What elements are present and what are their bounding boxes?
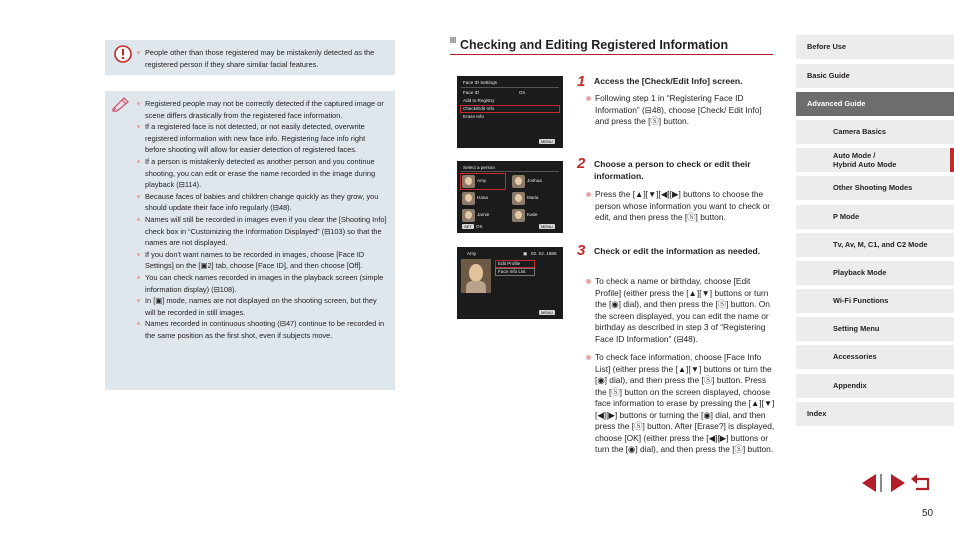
step-number: 1 xyxy=(577,73,586,90)
face-photo xyxy=(462,175,475,188)
step-number: 3 xyxy=(577,242,586,259)
step-body xyxy=(585,276,775,456)
step-title: Check or edit the information as needed. xyxy=(594,246,761,256)
sidebar-item-before-use[interactable]: Before Use xyxy=(796,35,954,59)
screen-title: Select a person xyxy=(463,165,495,170)
page-title: Checking and Editing Registered Information xyxy=(460,38,729,52)
sidebar-item-tv-av-m-modes[interactable]: Tv, Av, M, C1, and C2 Mode xyxy=(796,233,954,257)
sidebar-item-setting-menu[interactable]: Setting Menu xyxy=(796,317,954,341)
sidebar-item-camera-basics[interactable]: Camera Basics xyxy=(796,120,954,144)
memo-item: Names will still be recorded in images even if you clear the [Shooting Info] check box in “Customizing the Information Displayed” (⊟103) so that the names are not displayed. xyxy=(137,214,387,249)
warning-icon xyxy=(114,45,132,68)
face-photo xyxy=(512,192,525,205)
memo-note xyxy=(105,91,395,390)
step-body xyxy=(585,189,775,224)
menu-row-erase: Erase Info xyxy=(463,114,484,119)
menu-row-check-edit: Check/Edit Info xyxy=(463,106,495,111)
face-photo xyxy=(512,209,525,222)
step-body xyxy=(585,93,775,128)
person-name: Maria xyxy=(527,195,539,200)
sidebar-item-other-shooting-modes[interactable]: Other Shooting Modes xyxy=(796,176,954,200)
sidebar-item-accessories[interactable]: Accessories xyxy=(796,345,954,369)
warning-note xyxy=(105,40,395,75)
heading-marker xyxy=(450,37,456,43)
memo-item: If you don't want names to be recorded in images, choose [Face ID Settings] on the [▣2] tab, choose [Face ID], and then choose [Off]. xyxy=(137,249,387,272)
person-name: Amy xyxy=(477,178,487,183)
current-section-marker xyxy=(950,148,954,172)
step-title: Choose a person to check or edit their information. xyxy=(594,159,751,182)
sidebar-item-appendix[interactable]: Appendix xyxy=(796,374,954,398)
sidebar-item-label: Auto Mode / Hybrid Auto Mode xyxy=(833,151,897,169)
face-photo xyxy=(462,192,475,205)
memo-item: Names recorded in continuous shooting (⊟47) continue to be recorded in the same position as the first shot, even if subjects move. xyxy=(137,318,387,341)
page-number: 50 xyxy=(922,508,934,519)
person-name: Joshua xyxy=(527,178,542,183)
sidebar-item-basic-guide[interactable]: Basic Guide xyxy=(796,64,954,88)
ok-label: OK xyxy=(476,224,483,229)
step-bullet: Press the [▲][▼][◀][▶] buttons to choose the person whose information you want to check or edit, and then press the [Ⓢ] button. xyxy=(585,189,775,224)
prev-page-icon[interactable] xyxy=(862,474,882,492)
sidebar-item-p-mode[interactable]: P Mode xyxy=(796,205,954,229)
pencil-icon xyxy=(111,96,131,117)
memo-item: Because faces of babies and children change quickly as they grow, you should update their face info regularly (⊟48). xyxy=(137,191,387,214)
sidebar-item-wifi-functions[interactable]: Wi-Fi Functions xyxy=(796,289,954,313)
step-bullet: To check face information, choose [Face Info List] (either press the [▲][▼] buttons or turn the [◉] dial), and then press the [Ⓢ] button. Press the [Ⓢ] button on the screen displayed, choose face information to erase by pressing the [▲][▼][◀][▶] buttons or turning the [◉] dial, and then press the [Ⓢ] button. After [Erase?] is displayed, choose [OK] (either press the [◀][▶] buttons or turn the [◉] dial), and then press the [Ⓢ] button. xyxy=(585,352,775,456)
memo-item: If a registered face is not detected, or not easily detected, overwrite registered information with new face info. Registering face info right before shooting will allow for easier detection of registered faces. xyxy=(137,121,387,156)
memo-item: In [▣] mode, names are not displayed on the shooting screen, but they will be recorded in still images. xyxy=(137,295,387,318)
person-name: Amy xyxy=(467,251,477,256)
person-name: Katie xyxy=(527,212,538,217)
next-page-icon[interactable] xyxy=(891,474,905,492)
memo-item: You can check names recorded in images in the playback screen (simple information display) (⊟108). xyxy=(137,272,387,295)
option-edit-profile: Edit Profile xyxy=(498,261,521,266)
select-person-screen xyxy=(457,161,563,233)
person-name: Jamie xyxy=(477,212,490,217)
face-id-settings-screen xyxy=(457,76,563,148)
cake-icon: ▣ xyxy=(523,251,528,256)
warning-text: People other than those registered may be mistakenly detected as the registered person if they share similar facial features. xyxy=(137,47,387,70)
sidebar-item-auto-mode[interactable] xyxy=(796,148,954,172)
screen-divider xyxy=(461,87,559,88)
sidebar-item-index[interactable]: Index xyxy=(796,402,954,426)
step-number: 2 xyxy=(577,155,586,172)
menu-button: MENU xyxy=(541,139,553,144)
option-face-info-list: Face Info List xyxy=(498,269,526,274)
set-button: SET xyxy=(464,224,472,229)
face-id-value: On xyxy=(519,90,526,95)
memo-item: If a person is mistakenly detected as another person and you continue shooting, you can edit or erase the name recorded in the image during playback (⊟114). xyxy=(137,156,387,191)
sidebar-item-playback-mode[interactable]: Playback Mode xyxy=(796,261,954,285)
step-bullet: To check a name or birthday, choose [Edit Profile] (either press the [▲][▼] buttons or turn the [◉] dial), and then press the [Ⓢ] button. On the screen displayed, you can edit the name or birthday as described in step 3 of “Registering Face ID Information” (⊟48). xyxy=(585,276,775,345)
step-title: Access the [Check/Edit Info] screen. xyxy=(594,76,743,86)
menu-button: MENU xyxy=(541,224,553,229)
person-photo xyxy=(461,259,491,293)
sidebar-item-advanced-guide[interactable]: Advanced Guide xyxy=(796,92,954,116)
memo-item: Registered people may not be correctly detected if the captured image or scene differs drastically from the registered face information. xyxy=(137,98,387,121)
screen-divider xyxy=(461,171,559,172)
page-navigation xyxy=(860,473,936,498)
birth-date: 02. 02. 1986 xyxy=(531,251,557,256)
face-photo xyxy=(512,175,525,188)
menu-button: MENU xyxy=(541,310,553,315)
edit-info-screen xyxy=(457,247,563,319)
person-name: Hana xyxy=(477,195,488,200)
heading-rule xyxy=(450,54,773,55)
step-bullet: Following step 1 in “Registering Face ID Information” (⊟48), choose [Check/ Edit Info] and press the [Ⓢ] button. xyxy=(585,93,775,128)
menu-row-add: Add to Registry xyxy=(463,98,495,103)
screen-title: Face ID Settings xyxy=(463,80,497,85)
menu-row-face-id: Face ID xyxy=(463,90,480,95)
face-photo xyxy=(462,209,475,222)
back-icon[interactable] xyxy=(911,474,928,489)
